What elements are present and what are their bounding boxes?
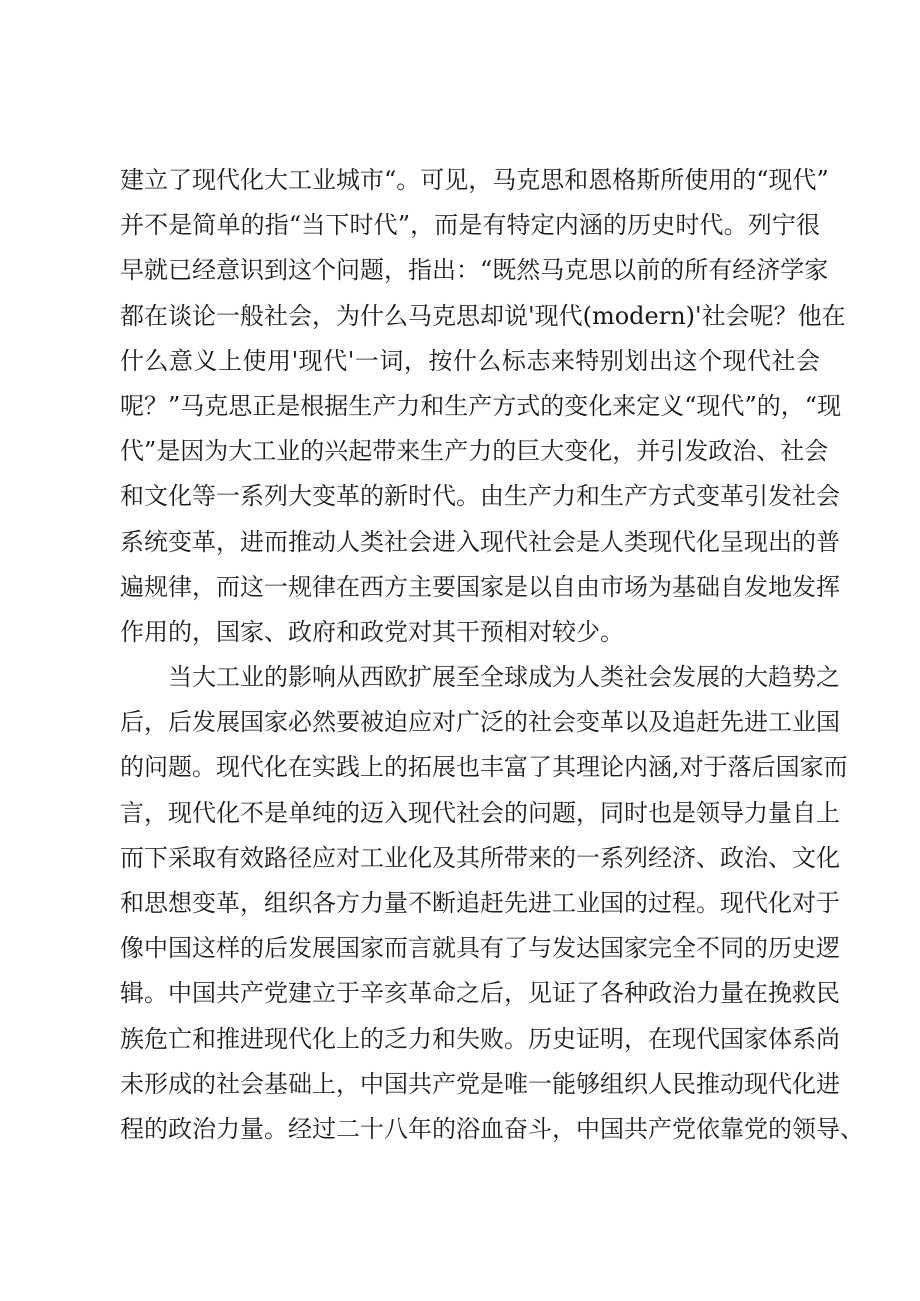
- text-line: 当大工业的影响从西欧扩展至全球成为人类社会发展的大趋势之: [168, 663, 840, 692]
- text-line: 的问题。现代化在实践上的拓展也丰富了其理论内涵,对于落后国家而: [120, 753, 848, 782]
- text-line: 而下采取有效路径应对工业化及其所带来的一系列经济、政治、文化: [120, 843, 840, 872]
- text-line: 后，后发展国家必然要被迫应对广泛的社会变革以及追赶先进工业国: [120, 708, 840, 737]
- text-line: 像中国这样的后发展国家而言就具有了与发达国家完全不同的历史逻: [120, 934, 840, 963]
- text-line: 系统变革，进而推动人类社会进入现代社会是人类现代化呈现出的普: [120, 527, 840, 556]
- text-line: 和思想变革，组织各方力量不断追赶先进工业国的过程。现代化对于: [120, 889, 840, 917]
- text-line: 都在谈论一般社会，为什么马克思却说'现代(modern)'社会呢？他在: [120, 301, 846, 330]
- text-line: 辑。中国共产党建立于辛亥革命之后，见证了各种政治力量在挽救民: [120, 979, 840, 1008]
- body-text: [120, 158, 864, 1152]
- text-line: 和文化等一系列大变革的新时代。由生产力和生产方式变革引发社会: [120, 482, 840, 511]
- paragraph-2: [120, 655, 864, 1152]
- text-line: 并不是简单的指“当下时代”，而是有特定内涵的历史时代。列宁很: [120, 211, 820, 240]
- text-line: 程的政治力量。经过二十八年的浴血奋斗，中国共产党依靠党的领导、: [120, 1114, 864, 1143]
- text-line: 代”是因为大工业的兴起带来生产力的巨大变化，并引发政治、社会: [120, 437, 829, 466]
- text-line: 呢？”马克思正是根据生产力和生产方式的变化来定义“现代”的，“现: [120, 391, 842, 420]
- text-line: 什么意义上使用'现代'一词，按什么标志来特别划出这个现代社会: [120, 346, 820, 375]
- text-line: 未形成的社会基础上，中国共产党是唯一能够组织人民推动现代化进: [120, 1069, 840, 1098]
- text-line: 建立了现代化大工业城市“。可见，马克思和恩格斯所使用的“现代”: [120, 166, 829, 194]
- text-line: 遍规律，而这一规律在西方主要国家是以自由市场为基础自发地发挥: [120, 572, 840, 601]
- text-line: 言，现代化不是单纯的迈入现代社会的问题，同时也是领导力量自上: [120, 798, 840, 827]
- text-line: 早就已经意识到这个问题，指出：“既然马克思以前的所有经济学家: [120, 256, 829, 285]
- text-line: 作用的，国家、政府和政党对其干预相对较少。: [120, 617, 624, 646]
- paragraph-1: [120, 158, 846, 655]
- text-line: 族危亡和推进现代化上的乏力和失败。历史证明，在现代国家体系尚: [120, 1024, 840, 1053]
